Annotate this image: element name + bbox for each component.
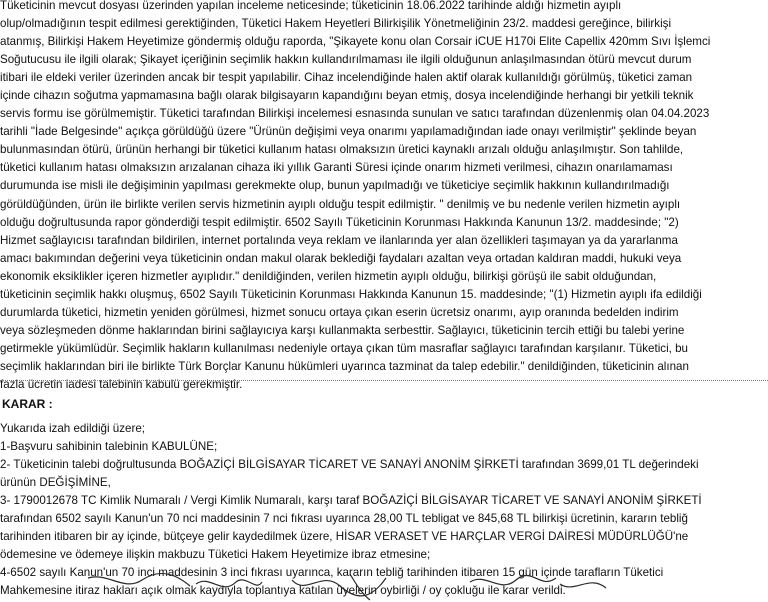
decision-line: Mahkemesine itiraz hakları açık olmak kaydıyla toplantıya katılan üyelerin oybirliği / oy çokluğu ile karar verildi. xyxy=(0,584,566,598)
text-line: Tüketicinin mevcut dosyası üzerinden yapılan inceleme neticesinde; tüketicinin 18.06.2022 tarihinde aldığı hizmetin ayıplı xyxy=(0,0,622,12)
decision-line: tarihinden itibaren bir ay içinde, bütçeye gelir kaydedilmek üzere, HİSAR VERASET VE HARÇLAR VERGİ DAİRESİ MÜDÜRLÜĞÜ'ne xyxy=(0,530,689,544)
text-line: itibari ile eldeki veriler üzerinden ancak bir tespit yapılabilir. Cihaz incelendiğinde halen aktif olarak kullanıldığı görülmüş, tüketici zaman xyxy=(0,71,693,85)
text-line: tüketicinin seçimlik hakkı oluşmuş, 6502 Sayılı Tüketicinin Korunması Hakkında Kanunun 15. maddesinde; "(1) Hizmetin ayıplı ifa edildiği xyxy=(0,287,702,301)
text-line: durumunda ise misli ile değişiminin yapılması gerekmekte olup, bunun yapılmadığı ve tüketiciye seçimlik hakkının kullandırılmadığı xyxy=(0,179,670,193)
text-line: olduğu doğrultusunda rapor gönderdiği tespit edilmiştir. 6502 Sayılı Tüketicinin Korunması Hakkında Kanunun 13/2. maddesinde; "2) xyxy=(0,215,679,229)
text-line: Soğutucusu ile ilgili olarak; Şikayet içeriğinin seçimlik hakkın kullandırılmaması ile ilgili olduğunun anlaşılmasından ötürü mevcut durum xyxy=(0,53,692,67)
text-line: veya sözleşmeden dönme haklarından birini sağlayıcıya karşı kullanmakta serbesttir. Sağlayıcı, tüketicinin tercih ettiği bu talebi yerine xyxy=(0,323,685,337)
text-line: tarihli "İade Belgesinde" açıkça görüldüğü üzere "Ürünün değişimi veya onarımı yapılamadığından iade onayı verilmiştir" şeklinde beyan xyxy=(0,125,697,139)
decision-line: tarafından 6502 sayılı Kanun'un 70 nci maddesinin 7 nci fıkrası uyarınca 28,00 TL tebligat ve 845,68 TL bilirkişi ücretinin, kararın tebliğ xyxy=(0,512,688,526)
decision-line: 4-6502 sayılı Kanun'un 70 inci maddesinin 3 inci fıkrası uyarınca, kararın tebliğ tarihinden itibaren 15 gün içinde tarafların Tüketici xyxy=(0,566,664,580)
text-line: ekonomik eksiklikler içeren hizmetler ayıplıdır." denildiğinden, verilen hizmetin ayıplı olduğu, bilirkişi görüşü ile sabit olduğundan, xyxy=(0,269,657,283)
decision-line: 1-Başvuru sahibinin talebinin KABULÜNE; xyxy=(0,440,218,454)
text-line: içinde cihazın soğutma yapmamasına bağlı olarak bilgisayarın kapandığını beyan etmiş, dosya incelendiğinde herhangi bir yetkili teknik xyxy=(0,89,694,103)
text-line: görüldüğünden, ürün ile birlikte verilen servis hizmetinin ayıplı olduğu tespit edilmiştir. " denilmiş ve bu nedenle verilen hizmetin ayıplı xyxy=(0,197,681,211)
decision-line: 2- Tüketicinin talebi doğrultusunda BOĞAZİÇİ BİLGİSAYAR TİCARET VE SANAYİ ANONİM ŞİRKETİ tarafından 3699,01 TL değerindeki xyxy=(0,458,699,472)
text-line: durumlarda tüketici, hizmetin yeniden görülmesi, hizmet sonucu ortaya çıkan eserin ücretsiz onarımı, ayıp oranında bedelden indirim xyxy=(0,305,679,319)
text-line: bulunmasından ötürü, ürünün herhangi bir tüketici kullanım hatası olmaksızın üretici kaynaklı arızalı olduğu anlaşılmıştır. Son tahlilde, xyxy=(0,143,684,157)
text-line: Hizmet sağlayıcısı tarafından bildirilen, internet portalında veya reklam ve ilanlarında yer alan özellikleri taşımayan ya da yararlanma xyxy=(0,233,678,247)
decision-section xyxy=(0,420,768,600)
karar-heading: KARAR : xyxy=(2,397,53,411)
decision-line: ödemesine ve ödemeye ilişkin makbuzu Tüketici Hakem Heyetimize ibraz etmesine; xyxy=(0,548,431,562)
text-line: amacı bakımından değerini veya tüketicinin ondan makul olarak beklediği faydaları azaltan veya ortadan kaldıran maddi, hukuki veya xyxy=(0,251,682,265)
decision-line: Yukarıda izah edildiği üzere; xyxy=(0,422,146,435)
decision-line: 3- 1790012678 TC Kimlik Numaralı / Vergi Kimlik Numaralı, karşı taraf BOĞAZİÇİ BİLGİSAYAR TİCARET VE SANAYİ ANONİM ŞİRKETİ xyxy=(0,494,702,508)
text-line: seçimlik haklarından biri ile birlikte Türk Borçlar Kanunu hükümleri uyarınca tazminat da talep edebilir." denildiğinden, tüketicinin alınan xyxy=(0,359,689,373)
section-divider xyxy=(0,380,768,381)
text-line: olup/olmadığının tespit edilmesi gerektiğinden, Tüketici Hakem Heyetleri Bilirkişilik Yönetmeliğinin 23/2. maddesi gereğince, bilirkişi xyxy=(0,17,672,31)
text-line: getirmekle yükümlüdür. Seçimlik hakların kullanılması nedeniyle ortaya çıkan tüm masraflar sağlayıcı tarafından karşılanır. Tüketici, bu xyxy=(0,341,688,355)
text-line: tüketici kullanım hatası olmaksızın arızalanan cihaza iki yıllık Garanti Süresi içinde onarım hizmeti verilmesi, cihazın onarılamaması xyxy=(0,161,673,175)
decision-line: ürünün DEĞİŞİMİNE, xyxy=(0,476,111,490)
text-line: servis formu ise görülmemiştir. Tüketici tarafından Bilirkişi incelemesi esnasında sunulan ve satıcı tarafından düzenlenmiş olan 04.04.2023 xyxy=(0,107,710,121)
text-line: fazla ücretin iadesi talebinin kabulü gerekmiştir. xyxy=(0,377,243,391)
text-line: atanmış, Bilirkişi Hakem Heyetimize göndermiş olduğu raporda, "Şikayete konu olan Corsair iCUE H170i Elite Capellix 420mm Sıvı İşlemci xyxy=(0,35,711,49)
